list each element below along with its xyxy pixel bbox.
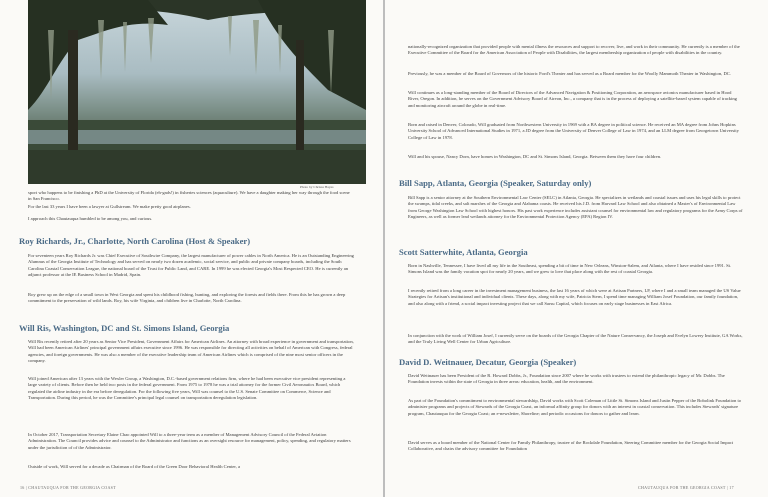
bio-paragraph: Will and his spouse, Nancy Dorn, have homes in Washington, DC and St. Simons Island, Georgia. Between them they have four children. [408,154,662,159]
bio-paragraph: Will Ris recently retired after 20 years as Senior Vice President, Government Affairs for American Airlines. An attorney with broad experience in government and transportation, Will had been American Airlines' principal government affairs executive since 1996. He was responsible for directing all activities on behalf of American with Congress, federal agencies, and foreign governments. He was also a member of the executive leadership team of American Airlines which is comprised of the nine most senior officers in the company. [28,339,354,364]
oak-marsh-photo [28,0,366,184]
bio-paragraph: Born and raised in Denver, Colorado, Will graduated from Northwestern University in 1969 with a BA degree in political science. He received an MA degree from Johns Hopkins University School of Advanced International Studies in 1971, a JD degree from the University of Denver College of Law in 1974, and an LLM degree from Georgetown University College of Law in 1978. [408,122,739,140]
speaker-heading: Roy Richards, Jr., Charlotte, North Carolina (Host & Speaker) [19,236,251,246]
bio-paragraph: nationally-recognized organization that provided people with mental illness the resources and support to recover, live, and work in their community. He currently is a member of the Executive Committee of the Board for the American Association of People with Disabilities, the largest membership organization of people with disabilities in the country. [408,44,740,56]
photo-credit: Photo by Chrissa Hayes [300,185,334,189]
bio-paragraph: Born in Nashville, Tennessee, I have lived all my life in the Southeast, spending a bit of time in New Orleans, Winston-Salem, and Atlanta, where I have resided since 1991. St. Simons Island was the family vacation spot for nearly 20 years, and we grew to love that place along with the rest of coastal Georgia. [408,263,732,275]
landscape-illustration [28,0,366,184]
page-footer: 16 | CHAUTAUQUA FOR THE GEORGIA COAST [20,485,116,490]
speaker-heading: David D. Weitnauer, Decatur, Georgia (Speaker) [399,357,577,367]
bio-paragraph: As part of the Foundation's commitment to environmental stewardship, David works with Scott Coleman of Little St. Simons Island and Justin Pepper of the Bobolink Foundation to administer programs and projects of Stewards of the Georgia Coast, an informal affinity group for donors with an interest in coastal conservation. This includes Stewards' signature program, Chautauqua for the Georgia Coast; an e-newsletter, Shoreline; and periodic occasions for donors to gather and learn. [408,398,742,416]
bio-paragraph: Will joined American after 13 years with the Wexler Group, a Washington, D.C.-based government relations firm, where he had been executive vice president representing a large variety of clients. Before then he held two posts in the federal government. From 1975 to 1978 he was a trial attorney for the former Civil Aeronautics Board, which regulated the airline industry in the era before deregulation. For the following five years, Will was counsel to the U.S. Senate Committee on Commerce, Science and Transportation. During this period, he was the Committee's principal legal counsel on transportation deregulation legislation. [28,376,346,401]
left-page [0,0,383,497]
bio-paragraph: David Weitnauer has been President of the R. Howard Dobbs, Jr., Foundation since 2007 where he works with trustees to extend the philanthropic legacy of Mr. Dobbs. The Foundation invests within the state of Georgia in three areas: education, health, and the environment. [408,373,725,385]
page-footer: CHAUTAUQUA FOR THE GEORGIA COAST | 17 [638,485,734,490]
bio-paragraph: Roy grew up on the edge of a small town in West Georgia and spent his childhood fishing, hunting, and exploring the forests and fields there. From this he has grown a deep commitment to the preservation of wild lands. Roy, his wife Virginia, and children live in Charlotte, North Carolina. [28,292,346,304]
bio-paragraph: Will continues as a long-standing member of the Board of Directors of the Advanced Navigation & Positioning Corporation, an aerospace avionics manufacturer based in Hood River, Oregon. In addition, he serves on the Government Advisory Board of Aireon, Inc., a company that is in the process of deploying a satellite-based system capable of tracking and monitoring aircraft around the globe in real-time. [408,90,737,108]
right-page [385,0,768,497]
bio-paragraph: Previously, he was a member of the Board of Governors of the historic Ford's Theater and has served as a Board member for the Woolly Mammoth Theater in Washington, DC. [408,71,731,76]
speaker-heading: Bill Sapp, Atlanta, Georgia (Speaker, Saturday only) [399,178,592,188]
bio-paragraph: David serves as a board member of the National Center for Family Philanthropy, trustee of the Rockdale Foundation, Steering Committee member for the Georgia Social Impact Collaborative, and chairs the advisory committee for Foundation [408,440,734,452]
bio-paragraph: Outside of work, Will served for a decade as Chairman of the Board of the Green Door Behavioral Health Center, a [28,464,241,469]
bio-paragraph: In conjunction with the work of William Josef, I currently serve on the boards of the Georgia Chapter of the Nature Conservancy, the Joseph and Evelyn Lowery Institute, GA Works, and the Truly Living Well Center for Urban Agriculture. [408,333,743,345]
bio-paragraph: For seventeen years Roy Richards Jr. was Chief Executive of Southwire Company, the largest manufacturer of power cables in North America. He is an Outstanding Engineering Alumnus of the Georgia Institute of Technology and has served on nearly two dozen academic, social service, and public and private company boards, including the South Carolina Coastal Conservation League, the national board of the Trust for Public Land, and CARE. In 1999 he was elected Georgia's Most Respected CEO. He is currently an adjunct professor at the IE Business School in Madrid, Spain. [28,253,354,278]
intro-paragraph: sport who happens to be finishing a PhD at the University of Florida (eh-gads!) in fisheries sciences (aquaculture). We have a daughter making her way through the food scene in San Francisco. [28,190,350,202]
speaker-heading: Will Ris, Washington, DC and St. Simons Island, Georgia [19,323,230,333]
intro-paragraph: For the last 33 years I have been a lawyer at Gullstream. We make pretty good airplanes. [28,204,191,209]
bio-paragraph: In October 2017, Transportation Secretary Elaine Chao appointed Will to a three-year term as a member of Management Advisory Council of the Federal Aviation Administration. The Council provides advice and counsel to the Administrator and functions as an oversight resource for management, policy, spending, and regulatory matters under the jurisdiction of of the Administrator. [28,432,351,450]
intro-paragraph: I approach this Chautauqua humbled to be among you, and curious. [28,216,153,221]
bio-paragraph: I recently retired from a long career in the investment management business, the last 16 years of which were at Artisan Partners, LP, where I and a small team managed the US Value Strategies for Artisan's institutional and individual clients. These days, along with my wife, Patricia Stern, I spend time managing William Josef Foundation, our family foundation, and also along with a friend, a social impact investing project that we call Sarsu Capital, which focuses on early stage businesses in East Africa. [408,288,741,306]
bio-paragraph: Bill Sapp is a senior attorney at the Southern Environmental Law Center (SELC) in Atlanta, Georgia. He specializes in wetlands and coastal issues and uses his legal skills to protect the swamps, tidal creeks, and salt marshes of the Georgia and Alabama coasts. He received his J.D. from Harvard Law School and also obtained a Master's of Environmental Law from George Washington Law School with highest honors. His past work experience includes assistant counsel for environmental law and regulatory programs for the Army Corps of Engineers, as well as former lead wetlands attorney for the Environmental Protection Agency (EPA) Region IV. [408,195,743,220]
speaker-heading: Scott Satterwhite, Atlanta, Georgia [399,247,528,257]
